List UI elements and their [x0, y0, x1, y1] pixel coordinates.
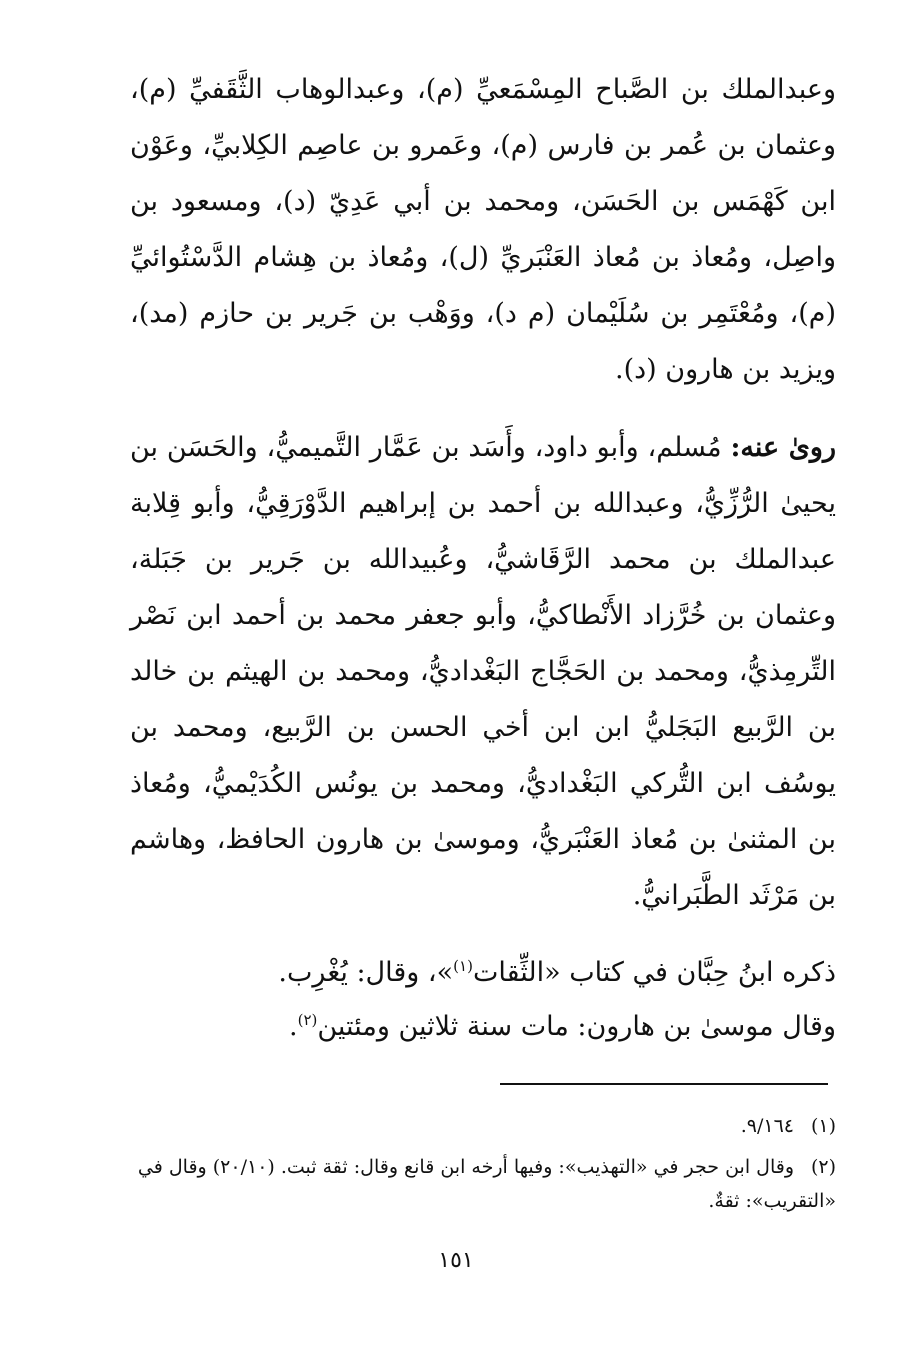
footnote-1-number: (١) [810, 1115, 836, 1137]
paragraph-students [130, 420, 836, 924]
ibn-hibban-text: ذكره ابنُ حِبَّان في كتاب «الثِّقات [472, 957, 836, 988]
musa-text-end: . [288, 1011, 298, 1042]
footnote-1 [130, 1109, 836, 1143]
students-list: مُسلم، وأبو داود، وأَسَد بن عَمَّار التَّميميُّ، والحَسَن بن يحيىٰ الرُّزِّيُّ، وعبدالله بن أحمد بن إبراهيم الدَّوْرَقِيُّ، وأبو قِلابة عبدالملك بن محمد الرَّقَاشيُّ، وعُبيدالله بن جَرير بن جَبَلة، وعثمان بن خُرَّزاد الأَنْطاكيُّ، وأبو جعفر محمد بن أحمد ابن نَصْر التِّرمِذيُّ، ومحمد بن الحَجَّاج البَغْداديُّ، ومحمد بن الهيثم بن خالد بن الرَّبيع البَجَليُّ ابن ابن أخي الحسن بن الرَّبيع، ومحمد بن يوسُف ابن التُّركي البَغْداديُّ، ومحمد بن يونُس الكُدَيْميُّ، ومُعاذ بن المثنىٰ بن مُعاذ العَنْبَريُّ، وموسىٰ بن هارون الحافظ، وهاشم بن مَرْثَد الطَّبَرانيُّ. [130, 432, 837, 911]
musa-text: وقال موسىٰ بن هارون: مات سنة ثلاثين ومئتين [317, 1011, 836, 1042]
footnote-2-text: وقال ابن حجر في «التهذيب»: وفيها أرخه ابن قانع وقال: ثقة ثبت. (٢٠/١٠) وقال في «التقريب»: ثقةٌ. [137, 1156, 836, 1212]
paragraph-teachers: وعبدالملك بن الصَّباح المِسْمَعيِّ (م)، وعبدالوهاب الثَّقَفيِّ (م)، وعثمان بن عُمر بن فارس (م)، وعَمرو بن عاصِم الكِلابيِّ، وعَوْن ابن كَهْمَس بن الحَسَن، ومحمد بن أبي عَدِيّ (د)، ومسعود بن واصِل، ومُعاذ بن مُعاذ العَنْبَريِّ (ل)، ومُعاذ بن هِشام الدَّسْتُوائيِّ (م)، ومُعْتَمِر بن سُلَيْمان (م د)، ووَهْب بن جَرير بن حازم (مد)، ويزيد بن هارون (د). [130, 74, 836, 385]
footnote-1-text: ٩/١٦٤. [740, 1115, 794, 1137]
footnote-2-number: (٢) [810, 1156, 836, 1178]
main-text [130, 62, 836, 1054]
page-number: ١٥١ [438, 1248, 474, 1273]
ibn-hibban-line [130, 946, 836, 1000]
footnote-divider [500, 1083, 828, 1085]
footnote-ref-1[interactable]: (١) [453, 957, 473, 975]
footnote-ref-2[interactable]: (٢) [297, 1011, 318, 1029]
students-heading: روىٰ عنه: [730, 432, 836, 463]
ibn-hibban-text-end: »، وقال: يُغْرِب. [278, 957, 454, 988]
footnote-2 [130, 1150, 836, 1218]
musa-line [130, 1000, 836, 1054]
